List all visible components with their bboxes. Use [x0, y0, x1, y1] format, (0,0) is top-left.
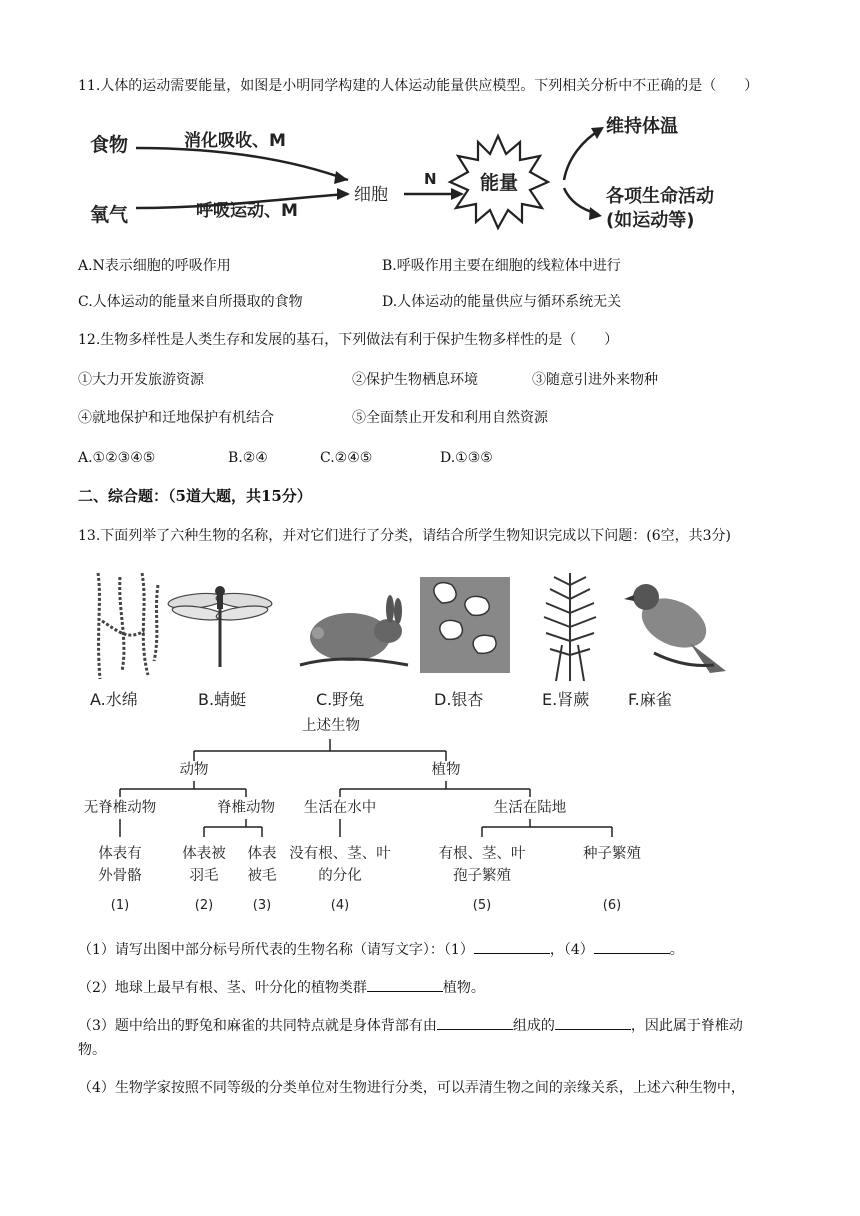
- tree-label-4: (4): [330, 898, 350, 913]
- sub1-text-c: 。: [669, 942, 684, 958]
- spirogyra-image: [88, 571, 166, 681]
- tree-fur: [240, 843, 284, 887]
- energy-supply-diagram: [78, 108, 738, 248]
- exo-line1: 体表有: [98, 846, 142, 862]
- feather-line1: 体表被: [182, 846, 226, 862]
- organism-b-label: B.蜻蜓: [198, 690, 247, 709]
- fur-line2: 被毛: [247, 868, 277, 884]
- tree-plants: 植物: [431, 762, 461, 778]
- digest-label: 消化吸收、M: [184, 131, 286, 151]
- tree-on-land: 生活在陆地: [493, 800, 567, 816]
- organism-f-label: F.麻雀: [628, 690, 672, 709]
- noroot-line2: 的分化: [318, 868, 362, 884]
- tree-spore: [436, 843, 528, 887]
- exo-line2: 外骨骼: [98, 868, 142, 884]
- blank-answer-1[interactable]: [474, 938, 550, 954]
- food-label: 食物: [90, 134, 129, 156]
- blank-answer-4[interactable]: [594, 938, 670, 954]
- sparrow-image: [614, 573, 730, 683]
- q11-option-c: C.人体运动的能量来自所摄取的食物: [78, 294, 303, 310]
- sub1-text-b: ，（4）: [549, 942, 594, 958]
- sub2-text-b: 植物。: [442, 980, 485, 996]
- tree-animals: 动物: [179, 762, 209, 778]
- tree-label-1: (1): [110, 898, 130, 913]
- tree-exoskeleton: [90, 843, 150, 887]
- noroot-line1: 没有根、茎、叶: [289, 846, 391, 862]
- fern-image: [532, 565, 608, 683]
- tree-label-5: (5): [472, 898, 492, 913]
- q13-sub2: [78, 976, 485, 998]
- tree-root: 上述生物: [302, 718, 360, 734]
- fur-line1: 体表: [247, 846, 277, 862]
- organism-e-label: E.肾蕨: [542, 690, 590, 709]
- spore-line1: 有根、茎、叶: [438, 846, 526, 862]
- tree-no-root: [288, 843, 392, 887]
- q11-option-a: A.N表示细胞的呼吸作用: [78, 258, 231, 274]
- blank-vertebrae[interactable]: [437, 1014, 513, 1030]
- q11-stem: 11.人体的运动需要能量，如图是小明同学构建的人体运动能量供应模型。下列相关分析中不正确的是（ ）: [78, 78, 759, 94]
- tree-feathers: [176, 843, 232, 887]
- tree-invertebrates: 无脊椎动物: [83, 800, 157, 816]
- oxygen-label: 氧气: [90, 204, 129, 226]
- q12-item-1: ①大力开发旅游资源: [78, 372, 204, 388]
- ginkgo-image: [416, 573, 516, 679]
- activity-label: 各项生命活动: [606, 186, 714, 207]
- sub2-text-a: （2）地球上最早有根、茎、叶分化的植物类群: [78, 980, 367, 996]
- tree-label-3: (3): [252, 898, 272, 913]
- q12-option-c: C.②④⑤: [320, 450, 373, 466]
- classification-tree: [82, 715, 682, 920]
- energy-label: 能量: [479, 172, 518, 194]
- q12-option-b: B.②④: [228, 450, 268, 466]
- tree-label-2: (2): [194, 898, 214, 913]
- q13-sub4: （4）生物学家按照不同等级的分类单位对生物进行分类，可以弄清生物之间的亲缘关系，上述六种生物中，: [78, 1080, 745, 1096]
- body-temp-label: 维持体温: [606, 116, 678, 137]
- activity-note-label: (如运动等): [606, 210, 695, 231]
- rabbit-image: [296, 593, 412, 677]
- q13-sub3-cont: 物。: [78, 1042, 106, 1058]
- feather-line2: 羽毛: [189, 868, 219, 884]
- tree-seed: 种子繁殖: [583, 846, 641, 862]
- sub3-text-b: 组成的: [512, 1018, 555, 1034]
- tree-vertebrates: 脊椎动物: [217, 800, 275, 816]
- organism-d-label: D.银杏: [434, 690, 484, 709]
- n-label: N: [424, 170, 437, 188]
- q12-item-2: ②保护生物栖息环境: [352, 372, 478, 388]
- blank-spine[interactable]: [555, 1014, 631, 1030]
- breath-label: 呼吸运动、M: [196, 201, 298, 221]
- tree-label-6: (6): [602, 898, 622, 913]
- q12-item-5: ⑤全面禁止开发和利用自然资源: [352, 410, 548, 426]
- cell-label: 细胞: [354, 185, 388, 205]
- organism-images: [82, 565, 742, 715]
- blank-earliest-plant[interactable]: [367, 976, 443, 992]
- sub1-text-a: （1）请写出图中部分标号所代表的生物名称（请写文字）：（1）: [78, 942, 474, 958]
- sub3-text-a: （3）题中给出的野兔和麻雀的共同特点就是身体背部有由: [78, 1018, 437, 1034]
- organism-c-label: C.野兔: [316, 690, 365, 709]
- dragonfly-image: [166, 579, 274, 671]
- q11-option-d: D.人体运动的能量供应与循环系统无关: [382, 294, 622, 310]
- organism-a-label: A.水绵: [90, 690, 138, 709]
- q12-option-d: D.①③⑤: [440, 450, 493, 466]
- q13-sub1: [78, 938, 684, 960]
- section-title: 二、综合题：（5道大题，共15分）: [78, 487, 312, 505]
- q13-stem: 13.下面列举了六种生物的名称，并对它们进行了分类，请结合所学生物知识完成以下问题：(6空，共3分): [78, 528, 732, 544]
- q12-option-a: A.①②③④⑤: [78, 450, 156, 466]
- spore-line2: 孢子繁殖: [453, 868, 511, 884]
- q12-stem: 12.生物多样性是人类生存和发展的基石，下列做法有利于保护生物多样性的是（ ）: [78, 332, 619, 348]
- q12-item-4: ④就地保护和迁地保护有机结合: [78, 410, 274, 426]
- tree-in-water: 生活在水中: [303, 800, 377, 816]
- q12-item-3: ③随意引进外来物种: [532, 372, 658, 388]
- sub3-text-c: ，因此属于脊椎动: [630, 1018, 743, 1034]
- q13-sub3: [78, 1014, 743, 1036]
- q11-option-b: B.呼吸作用主要在细胞的线粒体中进行: [382, 258, 621, 274]
